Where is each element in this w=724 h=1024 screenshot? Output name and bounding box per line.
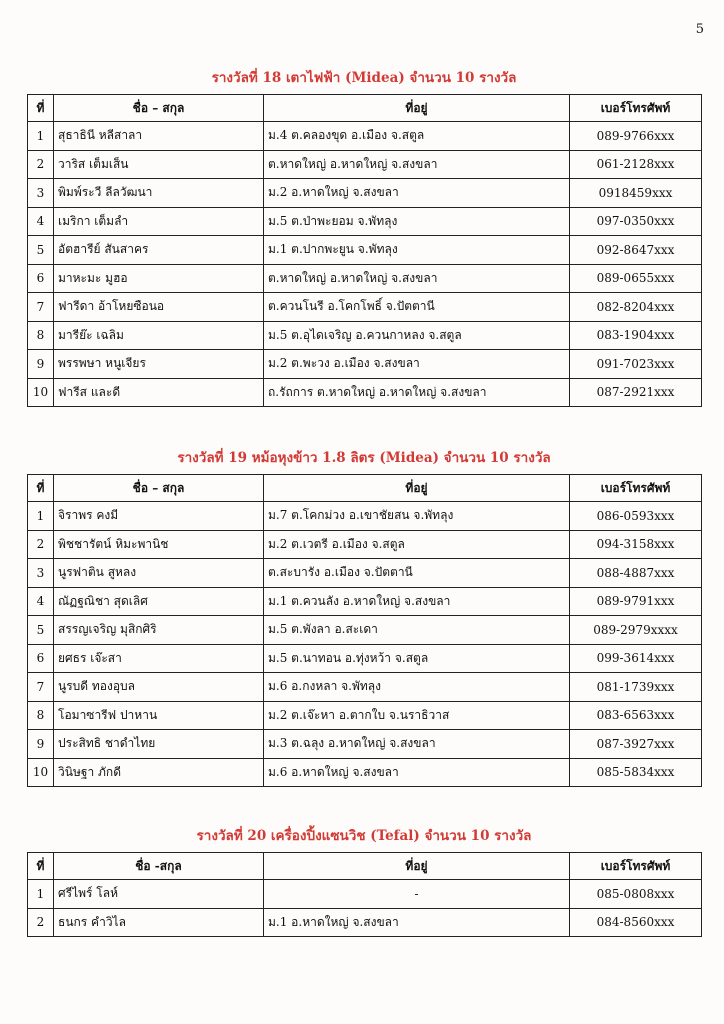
header-name: ชื่อ – สกุล xyxy=(54,95,264,122)
winners-table xyxy=(27,94,702,407)
cell-no: 7 xyxy=(28,673,54,702)
cell-name: ศรีไพร์ โลห์ xyxy=(54,880,264,909)
page-number: 5 xyxy=(695,22,704,37)
table-row xyxy=(28,122,702,151)
cell-phone: 085-5834xxx xyxy=(570,758,702,787)
section-title: รางวัลที่ 18 เตาไฟฟ้า (Midea) จำนวน 10 รางวัล xyxy=(211,70,517,86)
table-row xyxy=(28,179,702,208)
cell-address: ม.5 ต.ป่าพะยอม จ.พัทลุง xyxy=(264,207,570,236)
cell-no: 1 xyxy=(28,122,54,151)
cell-phone: 084-8560xxx xyxy=(570,908,702,937)
table-row xyxy=(28,293,702,322)
cell-address: ม.4 ต.คลองขุด อ.เมือง จ.สตูล xyxy=(264,122,570,151)
cell-phone: 083-1904xxx xyxy=(570,321,702,350)
prize-section-20 xyxy=(27,828,701,937)
cell-address: ม.2 ต.เวตรี อ.เมือง จ.สตูล xyxy=(264,530,570,559)
cell-name: ณัฏฐณิชา สุดเลิศ xyxy=(54,587,264,616)
cell-address: ม.2 ต.พะวง อ.เมือง จ.สงขลา xyxy=(264,350,570,379)
header-address: ที่อยู่ xyxy=(264,95,570,122)
cell-name: เมริกา เต็มลำ xyxy=(54,207,264,236)
cell-no: 2 xyxy=(28,530,54,559)
cell-no: 10 xyxy=(28,758,54,787)
cell-name: พรรพษา หนูเจียร xyxy=(54,350,264,379)
cell-address: ม.5 ต.อุไดเจริญ อ.ควนกาหลง จ.สตูล xyxy=(264,321,570,350)
header-no: ที่ xyxy=(28,475,54,502)
header-address: ที่อยู่ xyxy=(264,853,570,880)
table-row xyxy=(28,880,702,909)
header-name: ชื่อ -สกุล xyxy=(54,853,264,880)
cell-address: ม.2 อ.หาดใหญ่ จ.สงขลา xyxy=(264,179,570,208)
cell-address: ม.1 ต.ควนลัง อ.หาดใหญ่ จ.สงขลา xyxy=(264,587,570,616)
cell-phone: 091-7023xxx xyxy=(570,350,702,379)
cell-phone: 085-0808xxx xyxy=(570,880,702,909)
section-title: รางวัลที่ 20 เครื่องปิ้งแซนวิช (Tefal) จำนวน 10 รางวัล xyxy=(196,828,532,844)
cell-name: ฟารีดา อ้าโหยซือนอ xyxy=(54,293,264,322)
cell-name: นูรฟาติน สูหลง xyxy=(54,559,264,588)
cell-no: 1 xyxy=(28,502,54,531)
cell-phone: 083-6563xxx xyxy=(570,701,702,730)
cell-phone: 089-9791xxx xyxy=(570,587,702,616)
cell-no: 3 xyxy=(28,559,54,588)
cell-no: 7 xyxy=(28,293,54,322)
table-row xyxy=(28,758,702,787)
cell-name: จิราพร คงมี xyxy=(54,502,264,531)
prize-section-19 xyxy=(27,450,701,787)
header-name: ชื่อ – สกุล xyxy=(54,475,264,502)
cell-phone: 089-0655xxx xyxy=(570,264,702,293)
cell-no: 2 xyxy=(28,150,54,179)
cell-phone: 087-2921xxx xyxy=(570,378,702,407)
cell-name: ประสิทธิ ชาดำไทย xyxy=(54,730,264,759)
table-row xyxy=(28,730,702,759)
cell-name: ยศธร เจ๊ะสา xyxy=(54,644,264,673)
cell-phone: 082-8204xxx xyxy=(570,293,702,322)
cell-address: ม.1 อ.หาดใหญ่ จ.สงขลา xyxy=(264,908,570,937)
cell-address: ม.5 ต.นาทอน อ.ทุ่งหว้า จ.สตูล xyxy=(264,644,570,673)
cell-no: 6 xyxy=(28,644,54,673)
section-title: รางวัลที่ 19 หม้อหุงข้าว 1.8 ลิตร (Midea) จำนวน 10 รางวัล xyxy=(177,450,551,466)
cell-address: ม.6 อ.หาดใหญ่ จ.สงขลา xyxy=(264,758,570,787)
table-row xyxy=(28,150,702,179)
header-address: ที่อยู่ xyxy=(264,475,570,502)
table-row xyxy=(28,644,702,673)
cell-name: มารีย๊ะ เฉลิม xyxy=(54,321,264,350)
cell-name: สุธาธินี หลีสาลา xyxy=(54,122,264,151)
cell-name: วินิษฐา ภักดี xyxy=(54,758,264,787)
cell-address: ม.5 ต.พังลา อ.สะเดา xyxy=(264,616,570,645)
header-no: ที่ xyxy=(28,853,54,880)
cell-address: - xyxy=(264,880,570,909)
table-row xyxy=(28,236,702,265)
table-row xyxy=(28,350,702,379)
table-row xyxy=(28,530,702,559)
winners-table xyxy=(27,852,702,937)
cell-phone: 061-2128xxx xyxy=(570,150,702,179)
cell-name: ธนกร คำวิไล xyxy=(54,908,264,937)
cell-name: วาริส เต็มเส็น xyxy=(54,150,264,179)
cell-phone: 092-8647xxx xyxy=(570,236,702,265)
table-row xyxy=(28,378,702,407)
table-row xyxy=(28,264,702,293)
table-row xyxy=(28,701,702,730)
table-row xyxy=(28,587,702,616)
cell-no: 4 xyxy=(28,207,54,236)
winners-table xyxy=(27,474,702,787)
cell-phone: 094-3158xxx xyxy=(570,530,702,559)
table-row xyxy=(28,908,702,937)
table-header-row xyxy=(28,475,702,502)
table-header-row xyxy=(28,95,702,122)
cell-name: นูรบดี ทองอุบล xyxy=(54,673,264,702)
cell-name: มาหะมะ มูฮอ xyxy=(54,264,264,293)
table-row xyxy=(28,673,702,702)
cell-no: 8 xyxy=(28,701,54,730)
cell-phone: 099-3614xxx xyxy=(570,644,702,673)
cell-no: 2 xyxy=(28,908,54,937)
cell-address: ต.สะบารัง อ.เมือง จ.ปัตตานี xyxy=(264,559,570,588)
cell-name: โอมาซารีฟ ปาหาน xyxy=(54,701,264,730)
cell-address: ม.6 อ.กงหลา จ.พัทลุง xyxy=(264,673,570,702)
header-phone: เบอร์โทรศัพท์ xyxy=(570,475,702,502)
cell-name: พิมพ์ระวี ลีลวัฒนา xyxy=(54,179,264,208)
cell-phone: 097-0350xxx xyxy=(570,207,702,236)
cell-address: ม.1 ต.ปากพะยูน จ.พัทลุง xyxy=(264,236,570,265)
cell-address: ต.หาดใหญ่ อ.หาดใหญ่ จ.สงขลา xyxy=(264,150,570,179)
cell-address: ม.2 ต.เจ๊ะหา อ.ตากใบ จ.นราธิวาส xyxy=(264,701,570,730)
cell-address: ม.7 ต.โคกม่วง อ.เขาชัยสน จ.พัทลุง xyxy=(264,502,570,531)
cell-no: 4 xyxy=(28,587,54,616)
cell-phone: 089-9766xxx xyxy=(570,122,702,151)
cell-phone: 089-2979xxxx xyxy=(570,616,702,645)
cell-no: 1 xyxy=(28,880,54,909)
cell-phone: 081-1739xxx xyxy=(570,673,702,702)
cell-no: 9 xyxy=(28,730,54,759)
table-row xyxy=(28,321,702,350)
table-row xyxy=(28,207,702,236)
table-row xyxy=(28,616,702,645)
cell-name: สรรญเจริญ มุสิกศิริ xyxy=(54,616,264,645)
cell-phone: 086-0593xxx xyxy=(570,502,702,531)
header-no: ที่ xyxy=(28,95,54,122)
cell-phone: 087-3927xxx xyxy=(570,730,702,759)
cell-phone: 088-4887xxx xyxy=(570,559,702,588)
cell-no: 3 xyxy=(28,179,54,208)
cell-address: ต.ควนโนรี อ.โคกโพธิ์ จ.ปัตตานี xyxy=(264,293,570,322)
cell-phone: 0918459xxx xyxy=(570,179,702,208)
cell-no: 5 xyxy=(28,616,54,645)
cell-name: อัตฮารีย์ สันสาคร xyxy=(54,236,264,265)
cell-address: ม.3 ต.ฉลุง อ.หาดใหญ่ จ.สงขลา xyxy=(264,730,570,759)
header-phone: เบอร์โทรศัพท์ xyxy=(570,95,702,122)
cell-name: พิชชารัตน์ หิมะพานิช xyxy=(54,530,264,559)
header-phone: เบอร์โทรศัพท์ xyxy=(570,853,702,880)
cell-no: 5 xyxy=(28,236,54,265)
table-row xyxy=(28,559,702,588)
cell-address: ถ.รัถการ ต.หาดใหญ่ อ.หาดใหญ่ จ.สงขลา xyxy=(264,378,570,407)
cell-no: 8 xyxy=(28,321,54,350)
table-header-row xyxy=(28,853,702,880)
prize-section-18 xyxy=(27,70,701,407)
cell-no: 10 xyxy=(28,378,54,407)
cell-address: ต.หาดใหญ่ อ.หาดใหญ่ จ.สงขลา xyxy=(264,264,570,293)
cell-no: 9 xyxy=(28,350,54,379)
cell-name: ฟารีส และดี xyxy=(54,378,264,407)
table-row xyxy=(28,502,702,531)
cell-no: 6 xyxy=(28,264,54,293)
